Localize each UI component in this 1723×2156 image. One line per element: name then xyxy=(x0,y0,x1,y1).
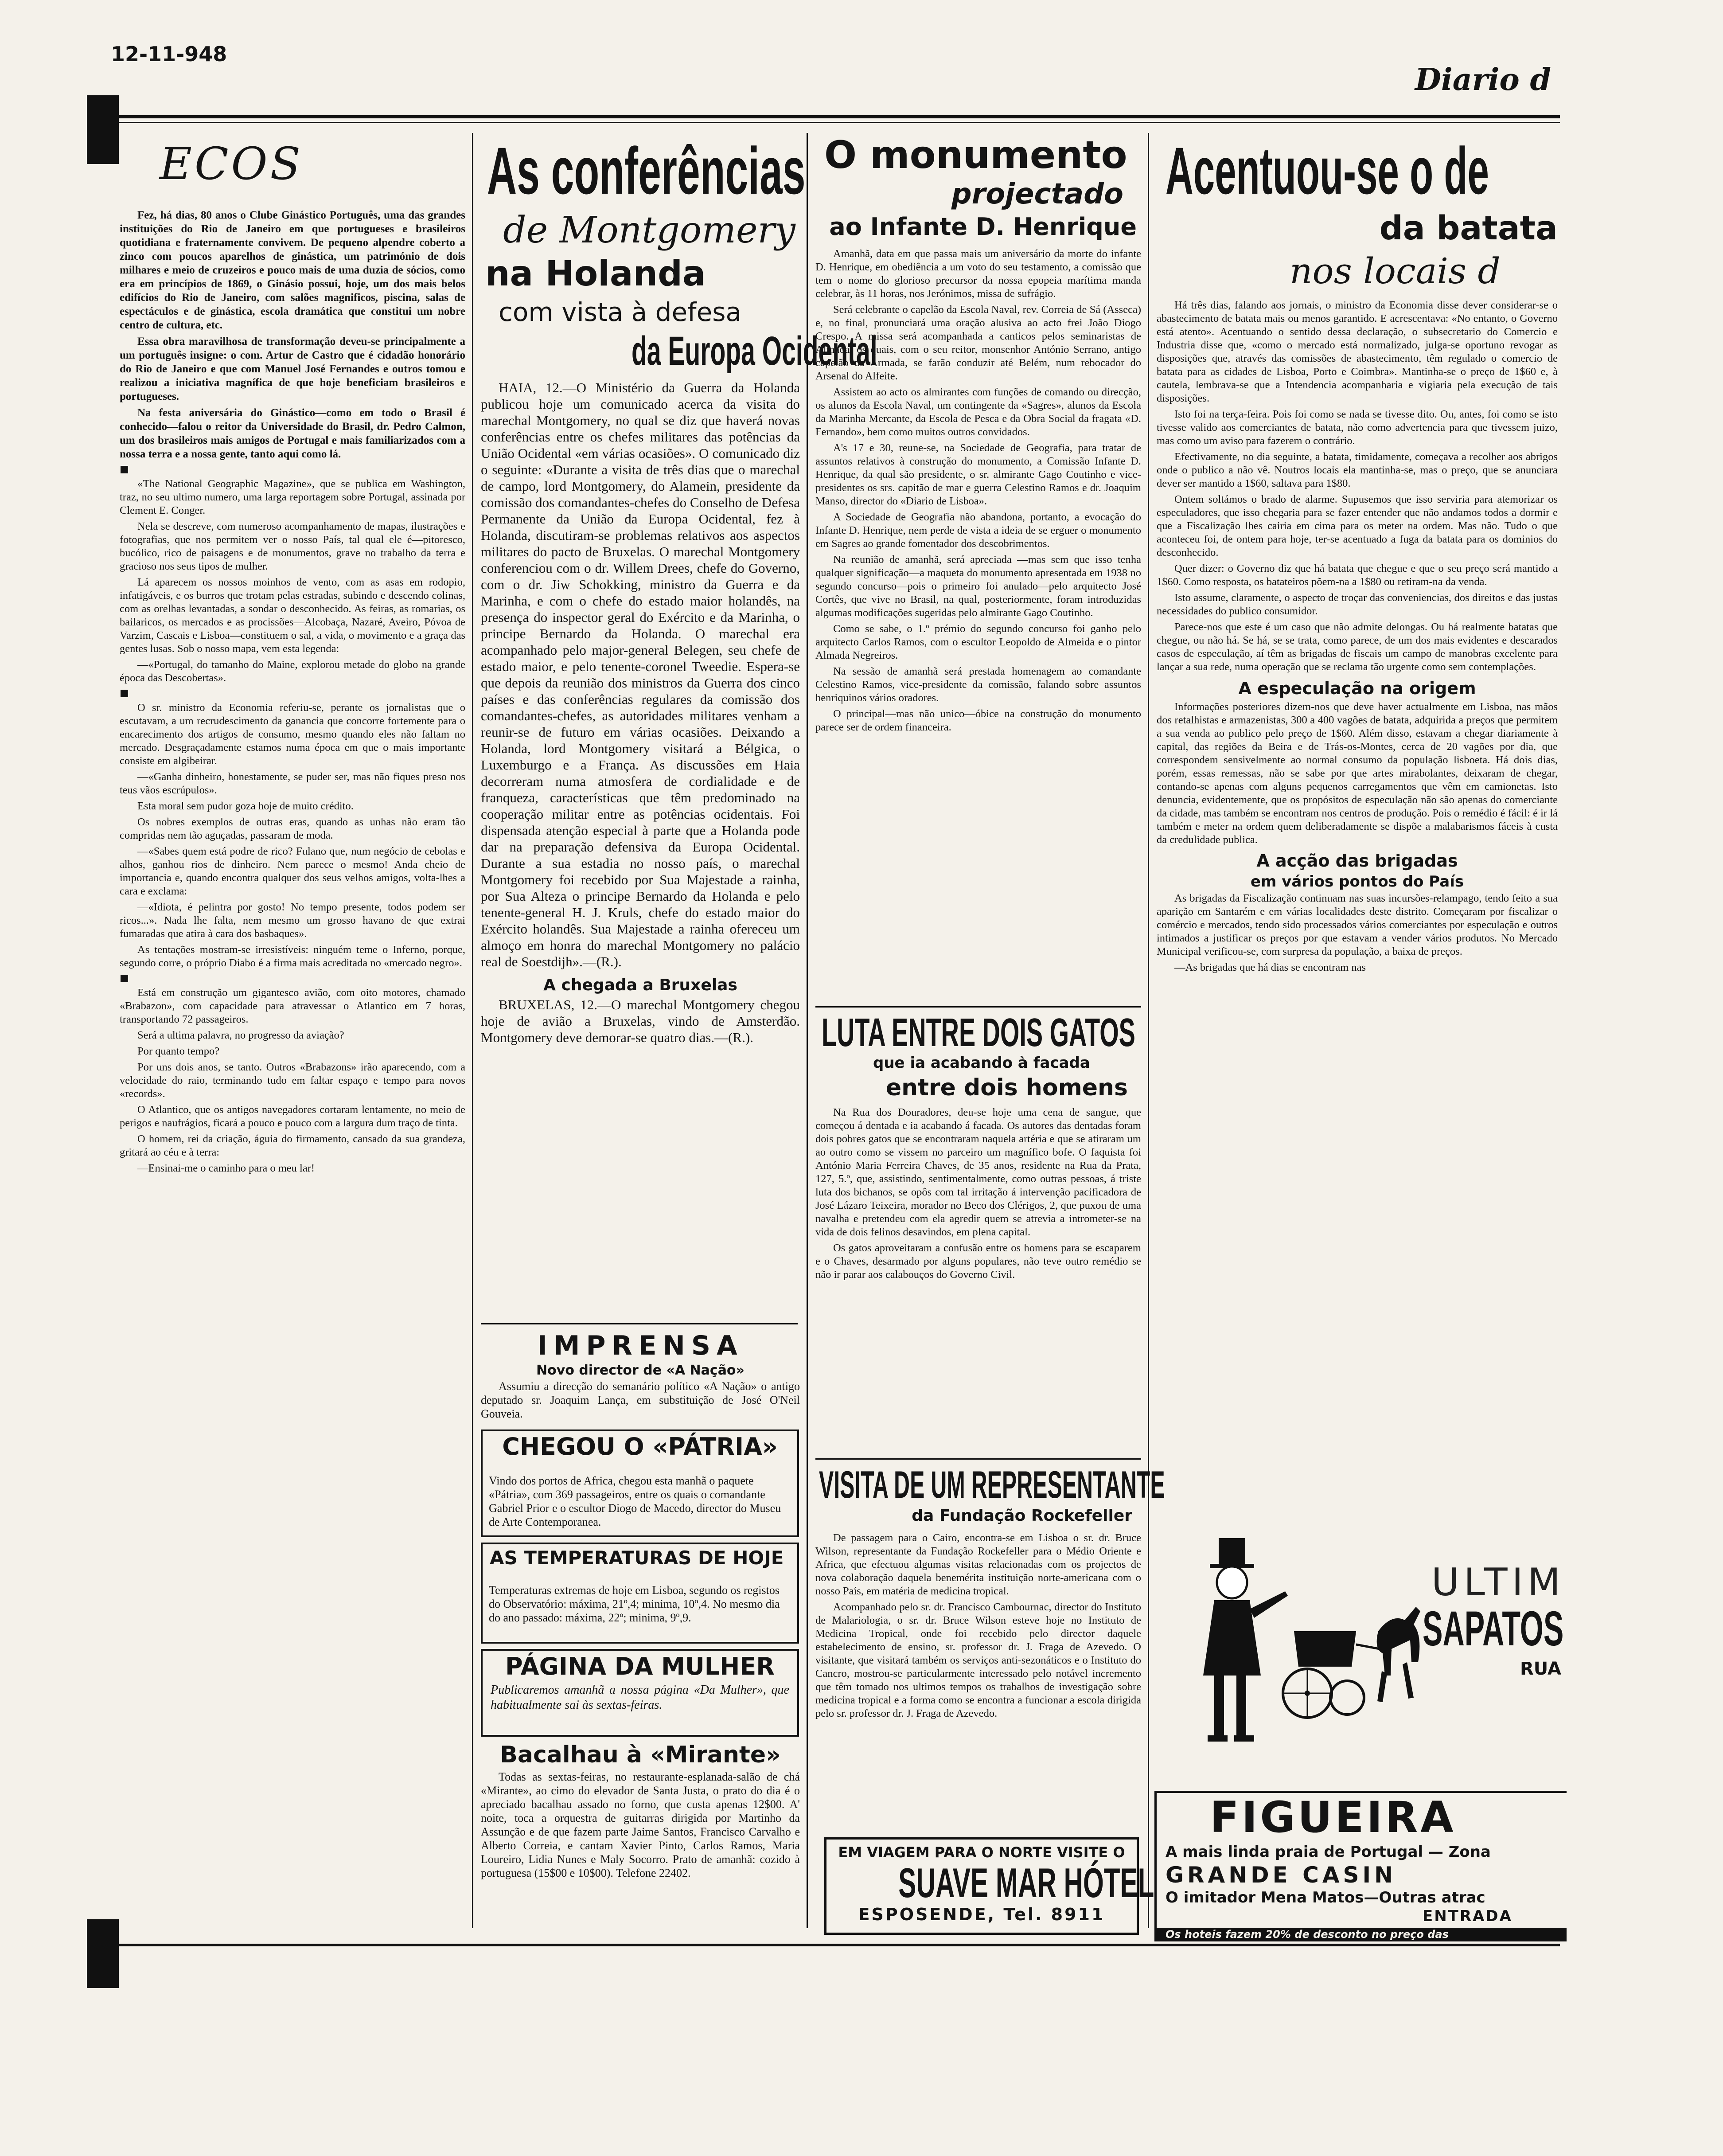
batata-subheading-2a: A acção das brigadas xyxy=(1256,851,1458,871)
montgomery-title-4: com vista à defesa xyxy=(499,297,742,327)
separator-mark: ■ xyxy=(120,973,129,984)
bacalhau-article xyxy=(481,1740,800,1935)
batata-title-2: da batata xyxy=(1379,209,1558,247)
registration-mark-bottom xyxy=(87,1919,119,1988)
gatos-article xyxy=(815,1013,1141,1456)
visita-article xyxy=(815,1464,1165,1833)
ecos-title: ECOS xyxy=(160,138,303,190)
bacalhau-title: Bacalhau à «Mirante» xyxy=(500,1742,781,1768)
section-rule xyxy=(815,1006,1141,1008)
masthead: Diario d xyxy=(1415,62,1551,98)
monumento-paragraph: Assistem ao acto os almirantes com funções de comando ou direcção, os alunos da Escola Naval, um contingente da «Sagres», alunos da Escola da Marinha Mercante, da Escola de Pesca e da Obra Social da fragata «D. Fernando», bem como muitos outros convidados. xyxy=(815,386,1141,438)
batata-paragraph: Parece-nos que este é um caso que não admite delongas. Ou há realmente batatas que chegue, ou não há. Se há, se se trata, como parece, de um dos mais evidentes e descarados casos de especulação, aí têm as brigadas de fiscais um campo de manobras excelente para lançar a sua rede, numa operação que se reclama tão urgente como sem contemplações. xyxy=(1157,621,1558,673)
batata-paragraph: Ontem soltámos o brado de alarme. Supusemos que isso serviria para atemorizar os especuladores, que isso chegaria para se fazer entender que não andamos todos a dormir e que a Fiscalização lhes cairia em cima para os meter na ordem. Mas não. Tudo o que aconteceu foi, de ontem para hoje, ter-se acentuado a fuga da batata para os dominios do desconhecido. xyxy=(1157,493,1558,559)
ecos-paragraph: Os nobres exemplos de outras eras, quando as unhas não eram tão compridas nem tão aguçadas, passaram de moda. xyxy=(120,816,465,841)
imprensa-body: Assumiu a direcção do semanário político «A Nação» o antigo deputado sr. Joaquim Lança, em substituição de José O'Neil Gouveia. xyxy=(481,1380,800,1420)
sapatos-line-2: SAPATOS xyxy=(1423,1601,1564,1656)
top-rule-thin xyxy=(102,122,1560,123)
ecos-paragraph: Essa obra maravilhosa de transformação deveu-se principalmente a um português insigne: o com. Artur de Castro que é cidadão honorário do Rio de Janeiro e que com Manuel José Fernandes e outros tomou e realizou a iniciativa magnífica de que hoje beneficiam brasileiros e portugueses. xyxy=(120,336,465,402)
monumento-title-2: projectado xyxy=(951,178,1123,211)
ecos-paragraph: Será a ultima palavra, no progresso da aviação? xyxy=(137,1029,344,1041)
montgomery-sub-body: BRUXELAS, 12.—O marechal Montgomery chegou hoje de avião a Bruxelas, vindo de Amsterdão. Montgomery deve demorar-se quatro dias.—(R.). xyxy=(481,997,800,1045)
ecos-paragraph: «The National Geographic Magazine», que se publica em Washington, traz, no seu ultimo numero, uma larga reportagem sobre Portugal, assinada por Clement E. Conger. xyxy=(120,478,465,516)
ecos-section-2 xyxy=(120,477,465,685)
figueira-line-2: GRANDE CASIN xyxy=(1166,1862,1396,1888)
monumento-paragraph: Na sessão de amanhã será prestada homenagem ao comandante Celestino Ramos, vice-presidente da comissão, falando sobre assuntos henriquinos vários oradores. xyxy=(815,665,1141,704)
gatos-title-2: que ia acabando à facada xyxy=(873,1054,1090,1072)
montgomery-subheading: A chegada a Bruxelas xyxy=(543,976,737,994)
imprensa-article xyxy=(481,1330,800,1423)
bacalhau-body: Todas as sextas-feiras, no restaurante-esplanada-salão de chá «Mirante», ao cimo do elevador de Santa Justa, o prato do dia é o apreciado bacalhau assado no forno, que custa apenas 12$00. A' noite, toca a orquestra de guitarras dirigida por Martinho da Assunção e de que fazem parte Jaime Santos, Francisco Carvalho e Alberto Correia, e cantam Xavier Pinto, Carlos Ramos, Maria Loureiro, Lidia Nunes e Maly Socorro. Prato de amanhã: cozido à portuguesa (15$00 e 10$00). Telefone 22402. xyxy=(481,1770,800,1879)
horse-carriage-illustration xyxy=(1183,1529,1431,1760)
sapatos-line-1: ULTIM xyxy=(1431,1560,1565,1605)
figueira-line-1: A mais linda praia de Portugal — Zona xyxy=(1166,1843,1491,1861)
monumento-body xyxy=(815,247,1141,734)
figueira-line-3: O imitador Mena Matos—Outras atrac xyxy=(1166,1889,1485,1906)
column-divider xyxy=(807,133,808,1928)
separator-mark: ■ xyxy=(120,464,129,475)
column-divider xyxy=(472,133,473,1928)
visita-title-1: VISITA DE UM REPRESENTANTE xyxy=(819,1464,1165,1506)
visita-title-2: da Fundação Rockefeller xyxy=(912,1507,1132,1525)
figueira-line-5: Os hoteis fazem 20% de desconto no preço das xyxy=(1157,1928,1567,1941)
patria-title: CHEGOU O «PÁTRIA» xyxy=(502,1433,778,1461)
visita-paragraph: De passagem para o Cairo, encontra-se em Lisboa o sr. dr. Bruce Wilson, representante da Fundação Rockefeller para o Médio Oriente e Africa, que efectuou algumas visitas relacionadas com os projectos de nova colaboração daquela benemérita instituição norte-americana com o nosso País, em matéria de medicina tropical. xyxy=(815,1532,1141,1597)
ecos-paragraph: Nela se descreve, com numeroso acompanhamento de mapas, ilustrações e fotografias, que nos permitem ver o nosso País, tal qual ele é—pitoresco, bucólico, rico de paisagens e de monumentos, grave no trabalho da terra e gracioso nos seus tipos de mulher. xyxy=(120,520,465,572)
ecos-paragraph: Por uns dois anos, se tanto. Outros «Brabazons» irão aparecendo, com a velocidade do raio, terminando tudo em faltar espaço e tempo para novos «records». xyxy=(120,1061,465,1100)
ecos-paragraph: Na festa aniversária do Ginástico—como em todo o Brasil é conhecido—falou o reitor da Universidade do Brasil, dr. Pedro Calmon, um dos brasileiros mais amigos de Portugal e mais familiarizados com a nossa terra e a nossa gente, tanto aqui como lá. xyxy=(120,407,465,460)
suave-line-3: ESPOSENDE, Tel. 8911 xyxy=(858,1905,1105,1924)
montgomery-title-1: As conferências xyxy=(487,133,806,208)
monumento-title-3: ao Infante D. Henrique xyxy=(829,213,1137,241)
gatos-title-3: entre dois homens xyxy=(885,1074,1128,1101)
ecos-paragraph: Lá aparecem os nossos moinhos de vento, com as asas em rodopio, infatigáveis, e os burros que trotam pelas estradas, subindo e descendo colinas, com as orelhas levantadas, a sondar o desconhecido. As feiras, as romarias, os bailaricos, os mercados e as procissões—Alcobaça, Nazaré, Aveiro, Póvoa de Varzim, Cascais e Lisboa—constituem o sal, a vida, o movimento e a graça das gentes lusas. Sob o nosso mapa, vem esta legenda: xyxy=(120,576,465,655)
batata-sub2-body: As brigadas da Fiscalização continuam nas suas incursões-relampago, tendo feito a sua aparição em Santarém e em várias localidades deste distrito. Começaram por fiscalizar o comércio e mercados, tendo sido processados vários comerciantes por especulação e outros intimados a justificar os preços por que estavam a vender vários produtos. No Mercado Municipal verificou-se, com surpresa da população, a baixa de preços. xyxy=(1157,892,1558,957)
batata-title-3: nos locais d xyxy=(1290,250,1501,292)
visita-body xyxy=(815,1531,1141,1720)
top-rule xyxy=(102,115,1560,118)
ecos-paragraph: Por quanto tempo? xyxy=(137,1045,220,1057)
batata-paragraph: Isto foi na terça-feira. Pois foi como se nada se tivesse dito. Ou, antes, foi como se isto tivesse valido aos comerciantes de batata, não como advertencia para que tivessem juizo, mas como um aviso para fazerem o contrário. xyxy=(1157,408,1558,447)
batata-paragraph: Há três dias, falando aos jornais, o ministro da Economia disse dever considerar-se o abastecimento de batata mais ou menos garantido. E acrescentava: «No entanto, o Governo está atento». Acentuando o sentido dessa declaração, o subsecretario do Comercio e Industria disse que, «como o mercado está normalizado, julga-se oportuno revogar as disposições que, através das comissões de abastecimento, têm regulado o comercio de batata para as cidades de Lisboa, Porto e Coimbra». Mantinha-se o preço de 1$60 e, à cautela, lembrava-se que a Intendencia acompanharia e vigiaria pela execução de tais disposições. xyxy=(1157,299,1558,404)
ecos-paragraph: O sr. ministro da Economia referiu-se, perante os jornalistas que o escutavam, a um recrudescimento da ganancia que concorre fortemente para o encarecimento dos artigos de consumo, mesmo quando eles não faltam no mercado. Desgraçadamente estamos numa época em que o mais importante consiste em algibeirar. xyxy=(120,702,465,767)
ecos-paragraph: Fez, há dias, 80 anos o Clube Ginástico Português, uma das grandes instituições do Rio de Janeiro em que portugueses e brasileiros quotidiana e fraternamente convivem. De pequeno alpendre coberto a zinco com poucos aparelhos de ginástica, um património de dois milhares e meio de cruzeiros e pouco mais de uma duzia de sócios, como era em princípios de 1869, o Ginásio possui, hoje, um dos mais belos edifícios do Rio de Janeiro, com salões magnificos, piscina, salas de espectáculos e de ginástica, escola dramática que constitui um nobre centro de cultura, etc. xyxy=(120,209,465,331)
ecos-section-3 xyxy=(120,701,465,970)
section-rule xyxy=(815,1458,1141,1460)
montgomery-article xyxy=(481,133,877,1334)
gatos-paragraph: Os gatos aproveitaram a confusão entre os homens para se escaparem e o Chaves, desarmado por alguns populares, não teve outro remédio se não ir parar aos calabouços do Governo Civil. xyxy=(815,1242,1141,1281)
batata-article xyxy=(1157,133,1558,1472)
ecos-paragraph: O homem, rei da criação, águia do firmamento, cansado da sua grandeza, gritará ao céu e à terra: xyxy=(120,1133,465,1158)
batata-paragraph: Efectivamente, no dia seguinte, a batata, timidamente, começava a recolher aos abrigos onde o publico a não vê. Noutros locais ela mantinha-se, mas o preço, que se anunciara dever ser mantido a 1$60, saltava para 1$80. xyxy=(1157,451,1558,489)
montgomery-body: HAIA, 12.—O Ministério da Guerra da Holanda publicou hoje um comunicado acerca da visita do marechal Montgomery, no qual se diz que haverá novas conferências entre os chefes militares das potências da União Ocidental «em várias ocasiões». O comunicado diz o seguinte: «Durante a visita de três dias que o marechal de campo, lord Montgomery, do Alamein, presidente da comissão dos comandantes-chefes do Conselho de Defesa Permanente da União da Europa Ocidental, fez à Holanda, discutiram-se problemas relativos aos aspectos militares do pacto de Bruxelas. O marechal Montgomery conferenciou com o dr. Willem Drees, chefe do Governo, com o dr. Jiw Schokking, ministro da Guerra e da Marinha, e com o chefe do estado maior holandês, na presença do inspector geral do Exército e da Marinha, o principe Bernardo da Holanda. O marechal era acompanhado pelo major-general Belegen, seu chefe de estado maior, e pelo tenente-coronel Tweedie. Espera-se que depois da reunião dos ministros da Guerra dos cinco países e das conferências regulares da comissão dos comandantes-chefes, as autoridades militares venham a reunir-se de futuro em várias ocasiões. Deixando a Holanda, lord Montgomery visitará a Bélgica, o Luxemburgo e a França. As discussões em Haia decorreram numa atmosfera de cordialidade e de franqueza, características que têm predominado na cooperação militar entre as potências ocidentais. Foi dispensada atenção especial à parte que a Holanda pode dar na preparação defensiva da Europa Ocidental. Durante a sua estadia no nosso país, o marechal Montgomery foi recebido por Sua Majestade a rainha, por Sua Alteza o principe Bernardo da Holanda e pelo tenente-general H. J. Kruls, chefe do estado maior do Exército holandês. Sua Majestade a rainha ofereceu um almoço em honra do marechal Montgomery no palácio real de Soestdijh».—(R.). xyxy=(481,380,800,969)
temperaturas-box xyxy=(481,1543,799,1644)
ecos-paragraph: —«Idiota, é pelintra por gosto! No tempo presente, todos podem ser ricos...». Nada lhe falta, nem mesmo um grosso havano de que extrai fumaradas que atira à cara dos basbaques». xyxy=(120,901,465,940)
temperaturas-title: AS TEMPERATURAS DE HOJE xyxy=(490,1547,784,1569)
montgomery-title-2: de Montgomery xyxy=(503,209,795,251)
monumento-paragraph: A Sociedade de Geografia não abandona, portanto, a evocação do Infante D. Henrique, nem perde de vista a ideia de se erguer o monumento em Sagres ao grande fomentador dos descobrimentos. xyxy=(815,511,1141,550)
montgomery-title-5: da Europa Ocidental xyxy=(631,328,877,374)
monumento-article xyxy=(815,133,1141,1008)
suave-line-1: EM VIAGEM PARA O NORTE VISITE O xyxy=(838,1844,1125,1861)
ecos-section-1 xyxy=(120,208,465,461)
ecos-paragraph: Está em construção um gigantesco avião, com oito motores, chamado «Brabazon», com capacidade para atravessar o Atlantico em 7 horas, transportando 72 passageiros. xyxy=(120,987,465,1025)
monumento-paragraph: Amanhã, data em que passa mais um aniversário da morte do infante D. Henrique, em obediência a um voto do seu testamento, a comissão que tem o nome do glorioso precursor da nossa epopeia marítima manda celebrar, às 11 horas, nos Jerónimos, missa de sufrágio. xyxy=(815,248,1141,300)
batata-sub1-body: Informações posteriores dizem-nos que deve haver actualmente em Lisboa, nas mãos dos retalhistas e armazenistas, 300 a 400 vagões de batata, adquirida a preços que permitem a sua venda ao publico pelo preço de 1$60. Além disso, estavam a chegar diariamente à capital, das regiões da Beira e de Trás-os-Montes, cerca de 20 vagões por dia, que correspondem sensivelmente ao normal consumo da população lisboeta. Há dois dias, porém, essas remessas, não se sabe por que artes mirabolantes, deixaram de chegar, contando-se apenas com alguns pequenos carregamentos que vêm em camionetas. Isto denuncia, evidentemente, que os propósitos de especulação não são apenas do comerciante da cidade, mas também se encontram nos centros de produção. Pois o remédio é fácil: é ir lá também e meter na ordem quem deliberadamente se dispõe a malabarismos fáceis à custa da credulidade publica. xyxy=(1157,701,1558,846)
gatos-body xyxy=(815,1106,1141,1281)
bottom-rule xyxy=(102,1944,1560,1946)
ecos-paragraph: O Atlantico, que os antigos navegadores cortaram lentamente, no meio de perigos e naufrágios, ficará a pouco e pouco com a largura dum traço de tinta. xyxy=(120,1104,465,1129)
gatos-title-1: LUTA ENTRE DOIS GATOS xyxy=(822,1011,1135,1055)
suave-mar-ad xyxy=(824,1837,1154,1935)
figueira-line-4: ENTRADA xyxy=(1423,1907,1512,1925)
sapatos-ad xyxy=(1157,1525,1565,1773)
ecos-paragraph: —Ensinai-me o caminho para o meu lar! xyxy=(137,1162,315,1174)
sapatos-line-3: RUA xyxy=(1520,1659,1562,1679)
figueira-ad xyxy=(1154,1791,1567,1941)
patria-box xyxy=(481,1430,799,1537)
figueira-title: FIGUEIRA xyxy=(1210,1793,1456,1842)
patria-body: Vindo dos portos de Africa, chegou esta manhã o paquete «Pátria», com 369 passageiros, entre os quais o comandante Gabriel Prior e o escultor Diogo de Macedo, director do Museu de Arte Contemporanea. xyxy=(489,1474,781,1528)
montgomery-title-3: na Holanda xyxy=(485,254,706,294)
batata-paragraph: Quer dizer: o Governo diz que há batata que chegue e que o seu preço será mantido a 1$60. Como resposta, os batateiros põem-na a 1$80 ou retiram-na da venda. xyxy=(1157,562,1558,588)
batata-sub2-body-2: —As brigadas que há dias se encontram nas xyxy=(1174,961,1366,973)
ecos-paragraph: —«Portugal, do tamanho do Maine, explorou metade do globo na grande época das Descobertas». xyxy=(120,659,465,684)
mulher-body: Publicaremos amanhã a nossa página «Da Mulher», que habitualmente sai às sextas-feiras. xyxy=(491,1683,789,1712)
monumento-paragraph: Na reunião de amanhã, será apreciada —mas sem que isso tenha qualquer significação—a maqueta do monumento apresentada em 1938 no segundo concurso—pois o primeiro foi anulado—pelo arquitecto José Cortês, que vive no Brasil, na qual, posteriormente, foram introduzidas algumas modificações sugeridas pelo almirante Gago Coutinho. xyxy=(815,554,1141,619)
monumento-paragraph: A's 17 e 30, reune-se, na Sociedade de Geografia, para tratar de assuntos relativos à construção do monumento, a Comissão Infante D. Henrique, da qual são presidente, o sr. almirante Gago Coutinho e vice-presidentes os srs. capitão de mar e guerra Celestino Ramos e dr. Joaquim Manso, director do «Diario de Lisboa». xyxy=(815,442,1141,507)
batata-title-1: Acentuou-se o de xyxy=(1166,133,1489,208)
imprensa-subtitle: Novo director de «A Nação» xyxy=(536,1363,745,1378)
separator-mark: ■ xyxy=(120,687,129,699)
mulher-box xyxy=(481,1649,799,1737)
monumento-paragraph: Será celebrante o capelão da Escola Naval, rev. Correia de Sá (Asseca) e, no final, pronunciará uma oração alusiva ao acto frei João Diogo Crespo. A missa será acompanhada a canticos pelos seminaristas de Almada, os quais, com o seu reitor, monsenhor António Serrano, antigo capelão da Armada, se farão conduzir até Belém, num rebocador do Arsenal do Alfeite. xyxy=(815,304,1141,382)
suave-line-2: SUAVE MAR HÓTEL xyxy=(898,1859,1154,1906)
monumento-paragraph: Como se sabe, o 1.º prémio do segundo concurso foi ganho pelo arquitecto Carlos Ramos, com o escultor Leopoldo de Almeida e o pintor Almada Negreiros. xyxy=(815,623,1141,661)
gatos-paragraph: Na Rua dos Douradores, deu-se hoje uma cena de sangue, que começou á dentada e ia acabando á facada. Os autores das dentadas foram dois pobres gatos que se encontraram naquela artéria e que se atiraram um ao outro como se vissem no parceiro um magnífico bofe. O faquista foi António Maria Ferreira Chaves, de 35 anos, residente na Rua da Prata, 127, 5.º, que, assistindo, sentimentalmente, como outras pessoas, á triste luta dos bichanos, se opôs com tal irritação á intervenção pacificadora de José Lázaro Teixeira, morador no Beco dos Clérigos, 2, que puxou de uma navalha e pretendeu com ela agredir quem se atrevia a intrometer-se na vida de dois felinos desavindos, em plena capital. xyxy=(815,1106,1141,1238)
mulher-title: PÁGINA DA MULHER xyxy=(505,1652,775,1680)
batata-paragraph: Isto assume, claramente, o aspecto de troçar das conveniencias, dos direitos e das justas necessidades do publico consumidor. xyxy=(1157,592,1558,617)
ecos-paragraph: —«Sabes quem está podre de rico? Fulano que, num negócio de cebolas e alhos, ganhou rios de dinheiro. Nem parece o mesmo! Anda cheio de importancia e, quando encontra qualquer dos seus velhos amigos, volta-lhes a cara e exclama: xyxy=(120,845,465,897)
ecos-section-4 xyxy=(120,986,465,1175)
temperaturas-body: Temperaturas extremas de hoje em Lisboa, segundo os registos do Observatório: máxima, 21º,4; minima, 10º,4. No mesmo dia do ano passado: máxima, 22º; minima, 9º,9. xyxy=(489,1584,780,1624)
monumento-paragraph: O principal—mas não unico—óbice na construção do monumento parece ser de ordem financeira. xyxy=(815,708,1141,733)
visita-paragraph: Acompanhado pelo sr. dr. Francisco Cambournac, director do Instituto de Malariologia, o sr. dr. Bruce Wilson esteve hoje no Instituto de Medicina Tropical, onde foi recebido pelo director daquele estabelecimento de ensino, sr. professor dr. J. Fraga de Azevedo. O visitante, que visitará também os serviços anti-sezonáticos e o Instituto do Cancro, mostrou-se particularmente interessado pelo notável incremento que têm tomado nos ultimos tempos os trabalhos de investigação sobre medicina tropical e a forma como se encontra a funcionar a escola dirigida pelo sr. professor dr. J. Fraga de Azevedo. xyxy=(815,1601,1141,1719)
ecos-paragraph: Esta moral sem pudor goza hoje de muito crédito. xyxy=(137,800,354,812)
section-rule xyxy=(481,1323,798,1324)
imprensa-title: IMPRENSA xyxy=(537,1330,744,1361)
monumento-title-1: O monumento xyxy=(824,133,1127,177)
batata-subheading-2b: em vários pontos do País xyxy=(1250,873,1464,891)
ecos-column xyxy=(120,133,465,1933)
registration-mark-top xyxy=(87,95,119,164)
ecos-paragraph: As tentações mostram-se irresistíveis: ninguém teme o Inferno, porque, segundo corre, o próprio Diabo é a firma mais acreditada no «mercado negro». xyxy=(120,944,465,969)
column-divider xyxy=(1148,133,1149,1928)
montgomery-body-wrap xyxy=(481,379,800,970)
issue-date: 12-11-948 xyxy=(111,42,227,66)
batata-body xyxy=(1157,299,1558,674)
batata-subheading-1: A especulação na origem xyxy=(1238,679,1476,698)
ecos-paragraph: —«Ganha dinheiro, honestamente, se puder ser, mas não fiques preso nos teus vãos escrúpulos». xyxy=(120,771,465,796)
